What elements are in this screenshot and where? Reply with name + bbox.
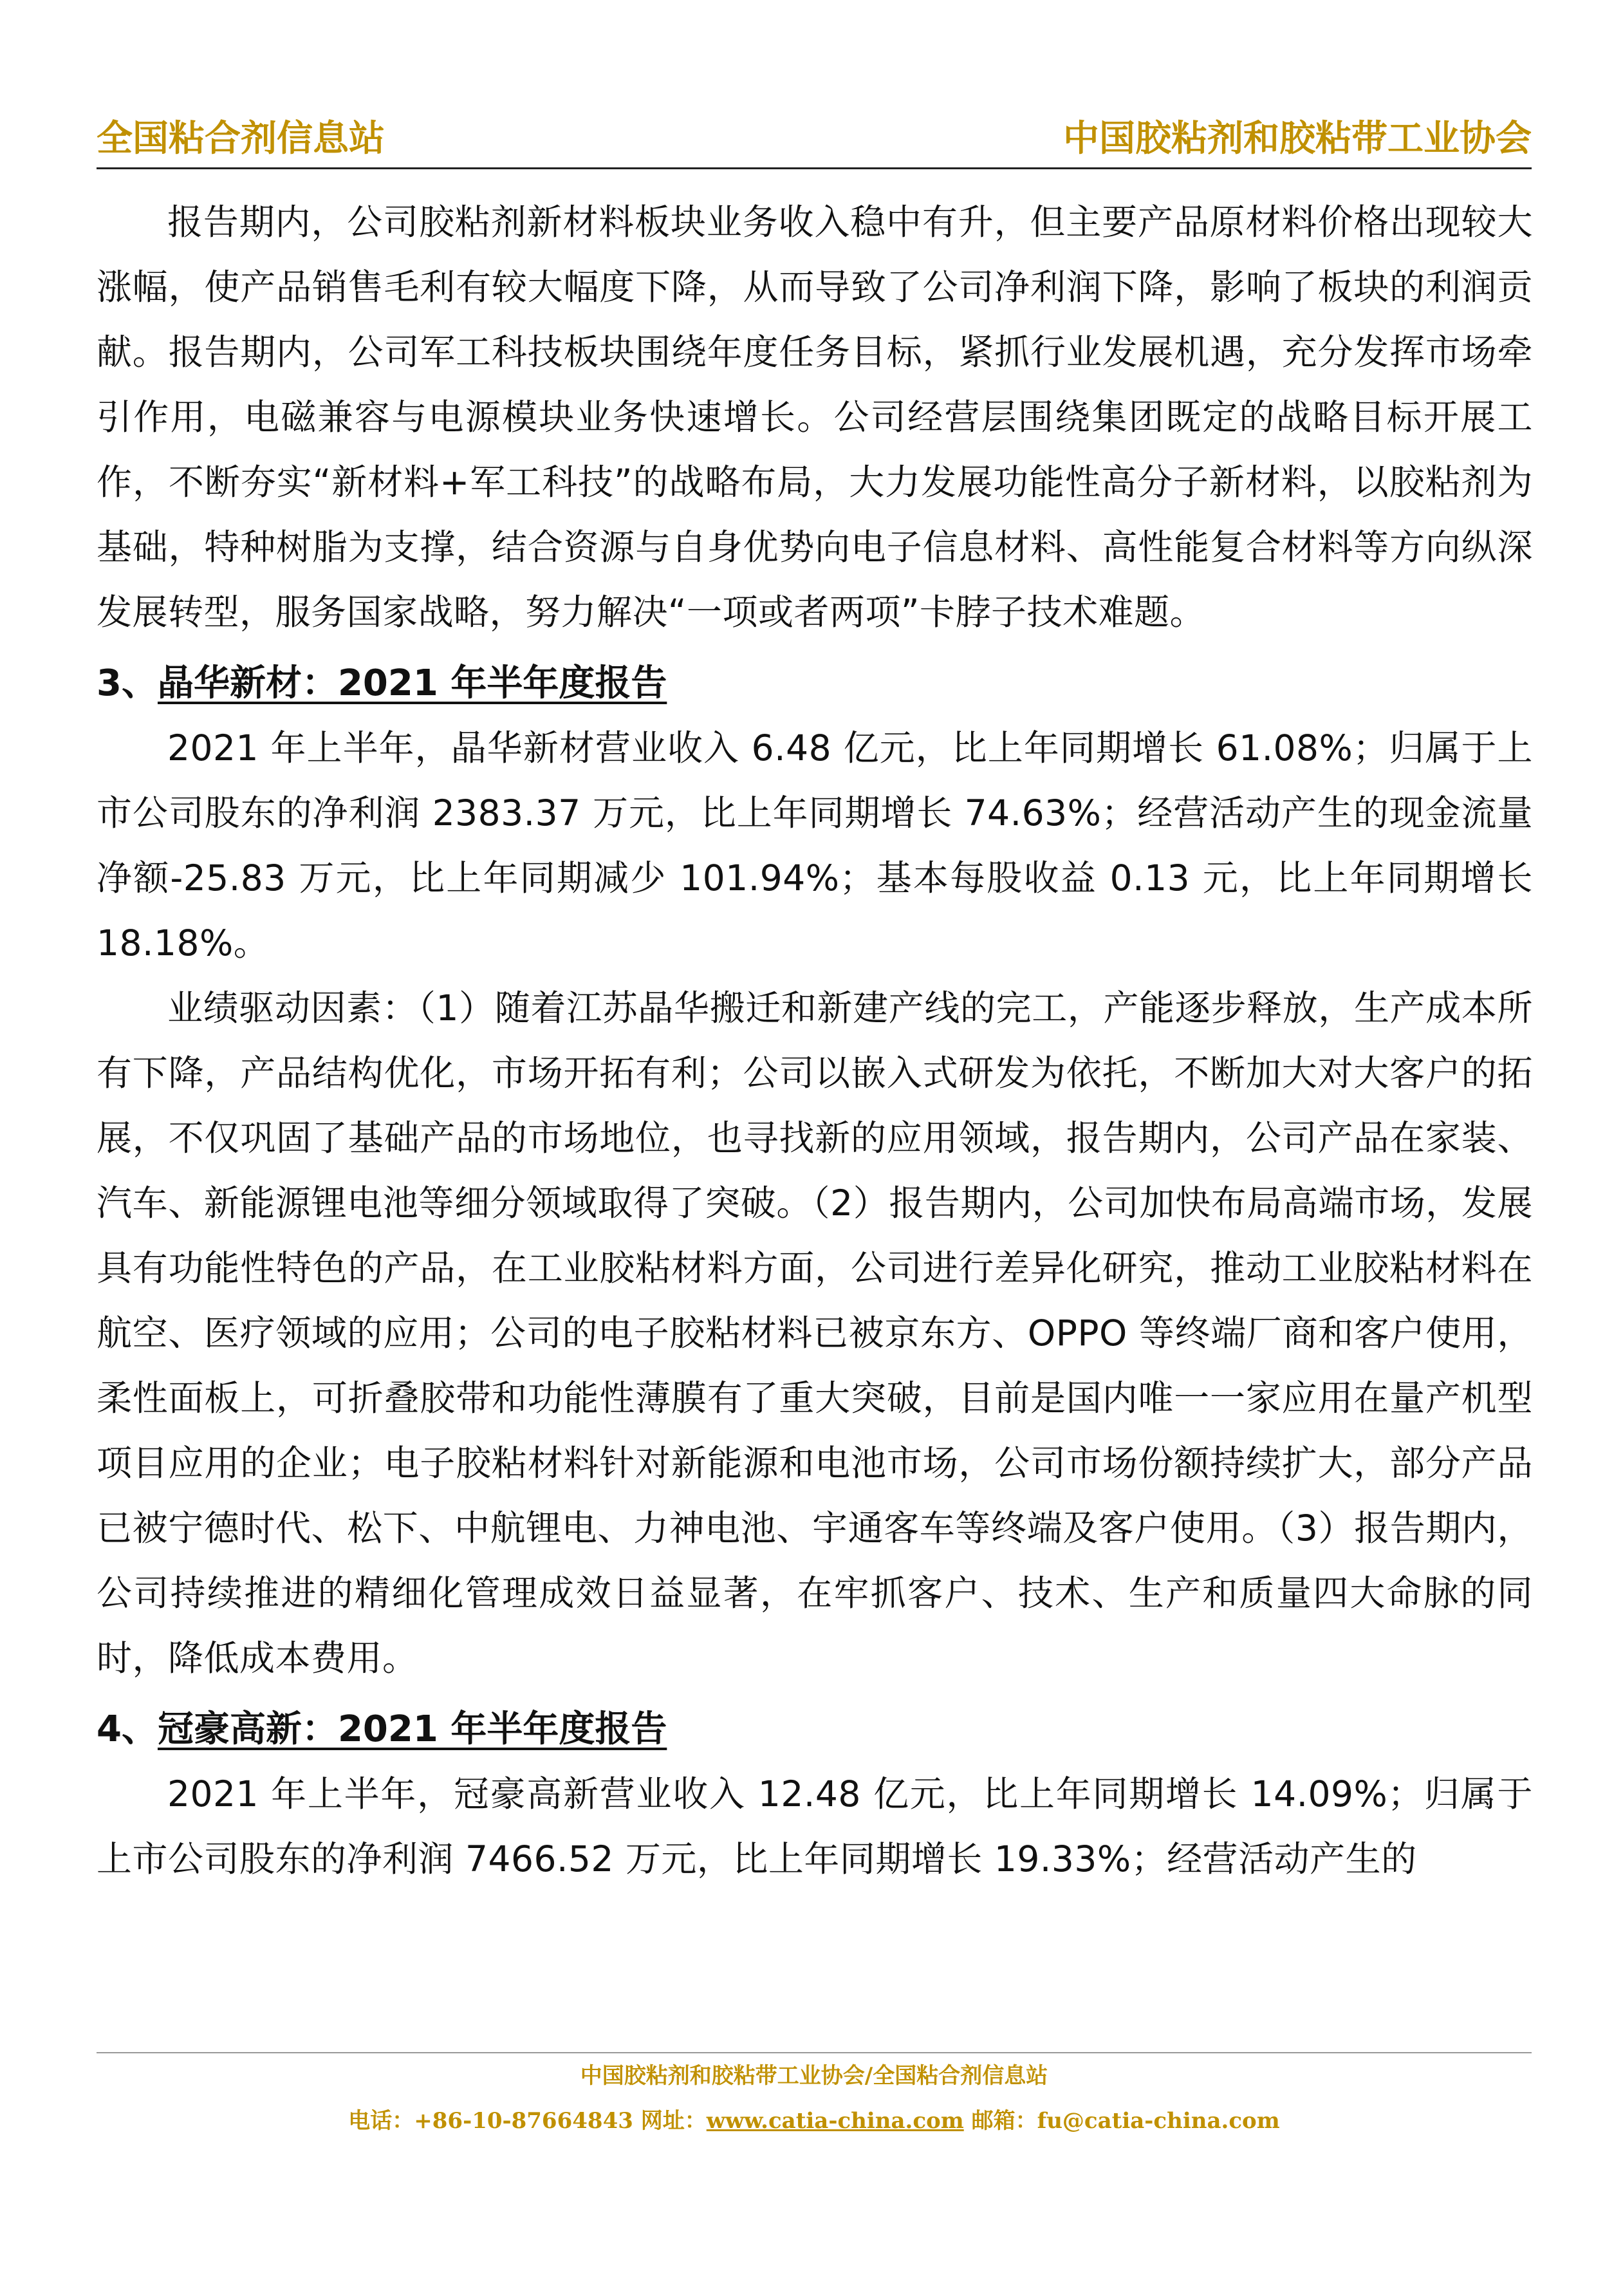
section-title: 晶华新材：2021 年半年度报告 bbox=[157, 662, 667, 704]
section-title: 冠豪高新：2021 年半年度报告 bbox=[157, 1708, 667, 1750]
phone-number: +86-10-87664843 bbox=[414, 2108, 633, 2134]
section-heading-4 bbox=[97, 1697, 1533, 1762]
website-label: 网址： bbox=[640, 2108, 707, 2134]
website-link[interactable]: www.catia-china.com bbox=[706, 2108, 964, 2134]
paragraph-3: 业绩驱动因素：（1）随着江苏晶华搬迁和新建产线的完工，产能逐步释放，生产成本所有下降，产品结构优化，市场开拓有利；公司以嵌入式研发为依托，不断加大对大客户的拓展，不仅巩固了基础产品的市场地位，也寻找新的应用领域，报告期内，公司产品在家装、汽车、新能源锂电池等细分领域取得了突破。（2）报告期内，公司加快布局高端市场，发展具有功能性特色的产品，在工业胶粘材料方面，公司进行差异化研究，推动工业胶粘材料在航空、医疗领域的应用；公司的电子胶粘材料已被京东方、OPPO 等终端厂商和客户使用，柔性面板上，可折叠胶带和功能性薄膜有了重大突破，目前是国内唯一一家应用在量产机型项目应用的企业；电子胶粘材料针对新能源和电池市场，公司市场份额持续扩大，部分产品已被宁德时代、松下、中航锂电、力神电池、宇通客车等终端及客户使用。（3）报告期内，公司持续推进的精细化管理成效日益显著，在牢抓客户、技术、生产和质量四大命脉的同时，降低成本费用。 bbox=[97, 987, 1533, 1679]
header-site-name: 全国粘合剂信息站 bbox=[97, 117, 385, 160]
section-number: 3、 bbox=[97, 662, 158, 704]
page-header bbox=[97, 116, 1532, 167]
email-label: 邮箱： bbox=[971, 2108, 1037, 2134]
footer-divider bbox=[97, 2052, 1532, 2053]
footer-organization: 中国胶粘剂和胶粘带工业协会/全国粘合剂信息站 bbox=[580, 2063, 1048, 2089]
header-divider bbox=[97, 167, 1532, 169]
paragraph-1: 报告期内，公司胶粘剂新材料板块业务收入稳中有升，但主要产品原材料价格出现较大涨幅，使产品销售毛利有较大幅度下降，从而导致了公司净利润下降，影响了板块的利润贡献。报告期内，公司军工科技板块围绕年度任务目标，紧抓行业发展机遇，充分发挥市场牵引作用，电磁兼容与电源模块业务快速增长。公司经营层围绕集团既定的战略目标开展工作，不断夯实“新材料+军工科技”的战略布局，大力发展功能性高分子新材料，以胶粘剂为基础，特种树脂为支撑，结合资源与自身优势向电子信息材料、高性能复合材料等方向纵深发展转型，服务国家战略，努力解决“一项或者两项”卡脖子技术难题。 bbox=[97, 201, 1533, 633]
email-address: fu@catia-china.com bbox=[1037, 2108, 1280, 2134]
header-association-name: 中国胶粘剂和胶粘带工业协会 bbox=[1063, 117, 1532, 160]
section-heading-3 bbox=[97, 651, 1533, 716]
paragraph-4: 2021 年上半年，冠豪高新营业收入 12.48 亿元，比上年同期增长 14.09%；归属于上市公司股东的净利润 7466.52 万元，比上年同期增长 19.33%；经营活动产生的 bbox=[97, 1773, 1533, 1880]
footer-contact bbox=[97, 2105, 1532, 2137]
paragraph-2: 2021 年上半年，晶华新材营业收入 6.48 亿元，比上年同期增长 61.08%；归属于上市公司股东的净利润 2383.37 万元，比上年同期增长 74.63%；经营活动产生的现金流量净额-25.83 万元，比上年同期减少 101.94%；基本每股收益 0.13 元，比上年同期增长 18.18%。 bbox=[97, 727, 1533, 964]
phone-label: 电话： bbox=[348, 2108, 414, 2134]
section-number: 4、 bbox=[97, 1708, 158, 1750]
document-body bbox=[97, 190, 1533, 1892]
